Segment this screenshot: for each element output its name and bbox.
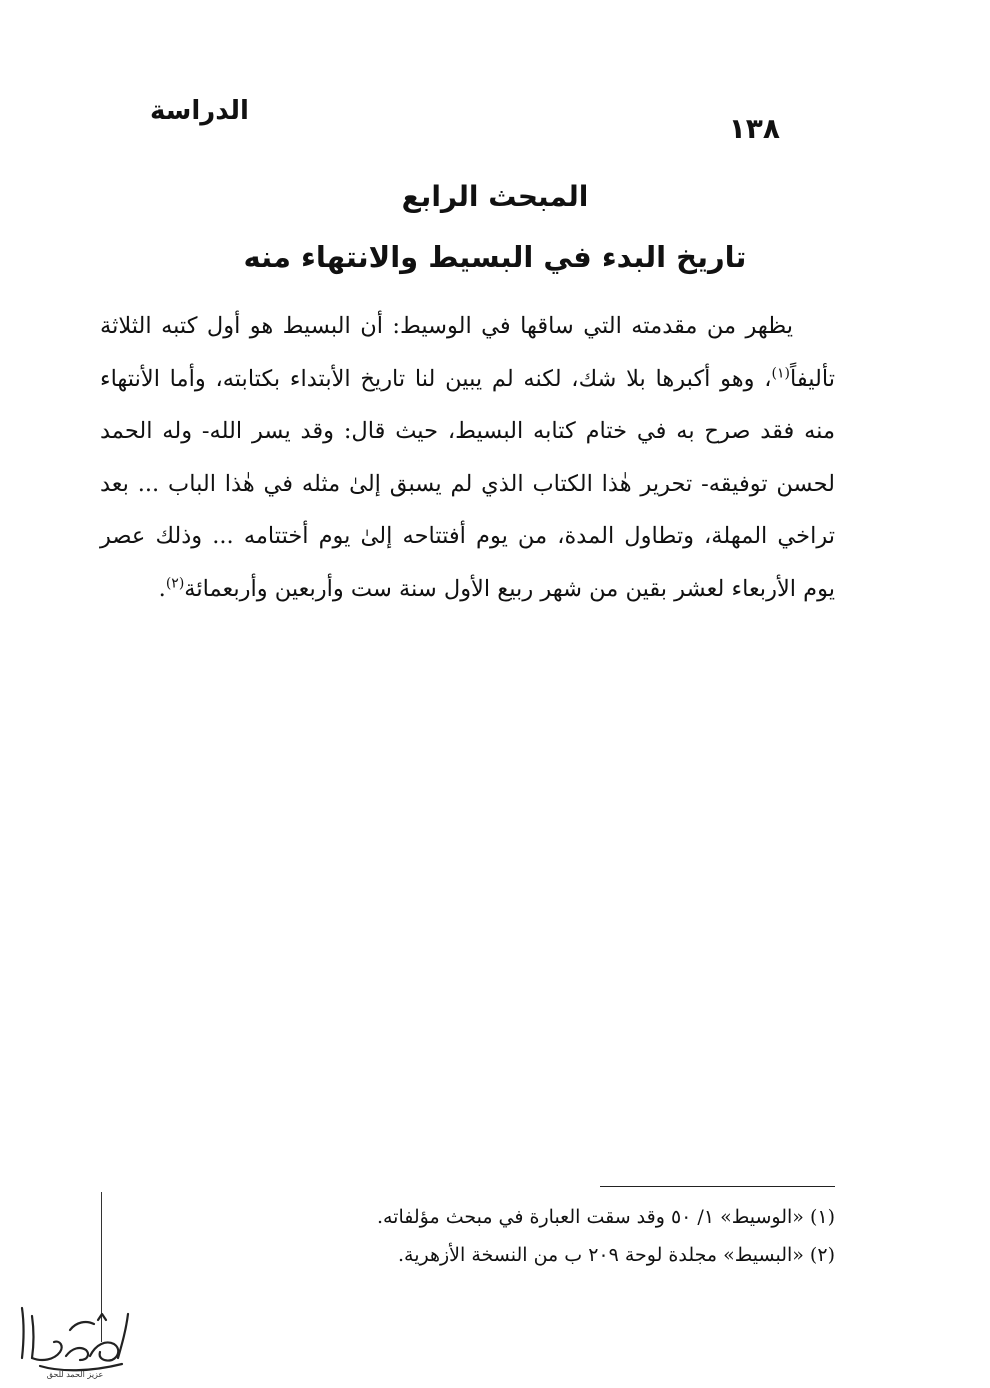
footnotes [100, 1198, 835, 1274]
footnote-1: (١) «الوسيط» ١/ ٥٠ وقد سقت العبارة في مبحث مؤلفاته. [376, 1206, 835, 1228]
footnote-ref-1: (١) [771, 365, 790, 381]
library-stamp-logo [10, 1300, 140, 1380]
stamp-subtext: عزيز الحمد للحق [46, 1370, 104, 1379]
footnote-ref-2: (٢) [165, 575, 185, 591]
body-text-part: يظهر من مقدمته التي ساقها في الوسيط: أن البسيط هو أول كتبه الثلاثة تأليفاً [100, 313, 835, 392]
body-paragraph [100, 300, 835, 615]
chapter-subtitle: تاريخ البدء في البسيط والانتهاء منه [243, 240, 747, 274]
chapter-title: المبحث الرابع [401, 180, 589, 213]
footnote-separator [600, 1186, 835, 1187]
running-section-name: الدراسة [150, 96, 249, 126]
body-text-part: ، وهو أكبرها بلا شك، لكنه لم يبين لنا تاريخ الأبتداء بكتابته، وأما الأنتهاء منه فقد صرح به في ختام كتابه البسيط، حيث قال: وقد يسر الله- وله الحمد لحسن توفيقه- تحرير هٰذا الكتاب الذي لم يسبق إلىٰ مثله في هٰذا الباب ... بعد تراخي المهلة، وتطاول المدة، من يوم أفتتاحه إلىٰ يوم أختتامه ... وذلك عصر يوم الأربعاء لعشر بقين من شهر ربيع الأول سنة ست وأربعين وأربعمائة [100, 365, 835, 602]
page-number: ١٣٨ [728, 112, 780, 145]
footnote-2: (٢) «البسيط» مجلدة لوحة ٢٠٩ ب من النسخة الأزهرية. [397, 1244, 835, 1266]
body-text-part: . [158, 575, 166, 602]
running-header [150, 96, 790, 146]
